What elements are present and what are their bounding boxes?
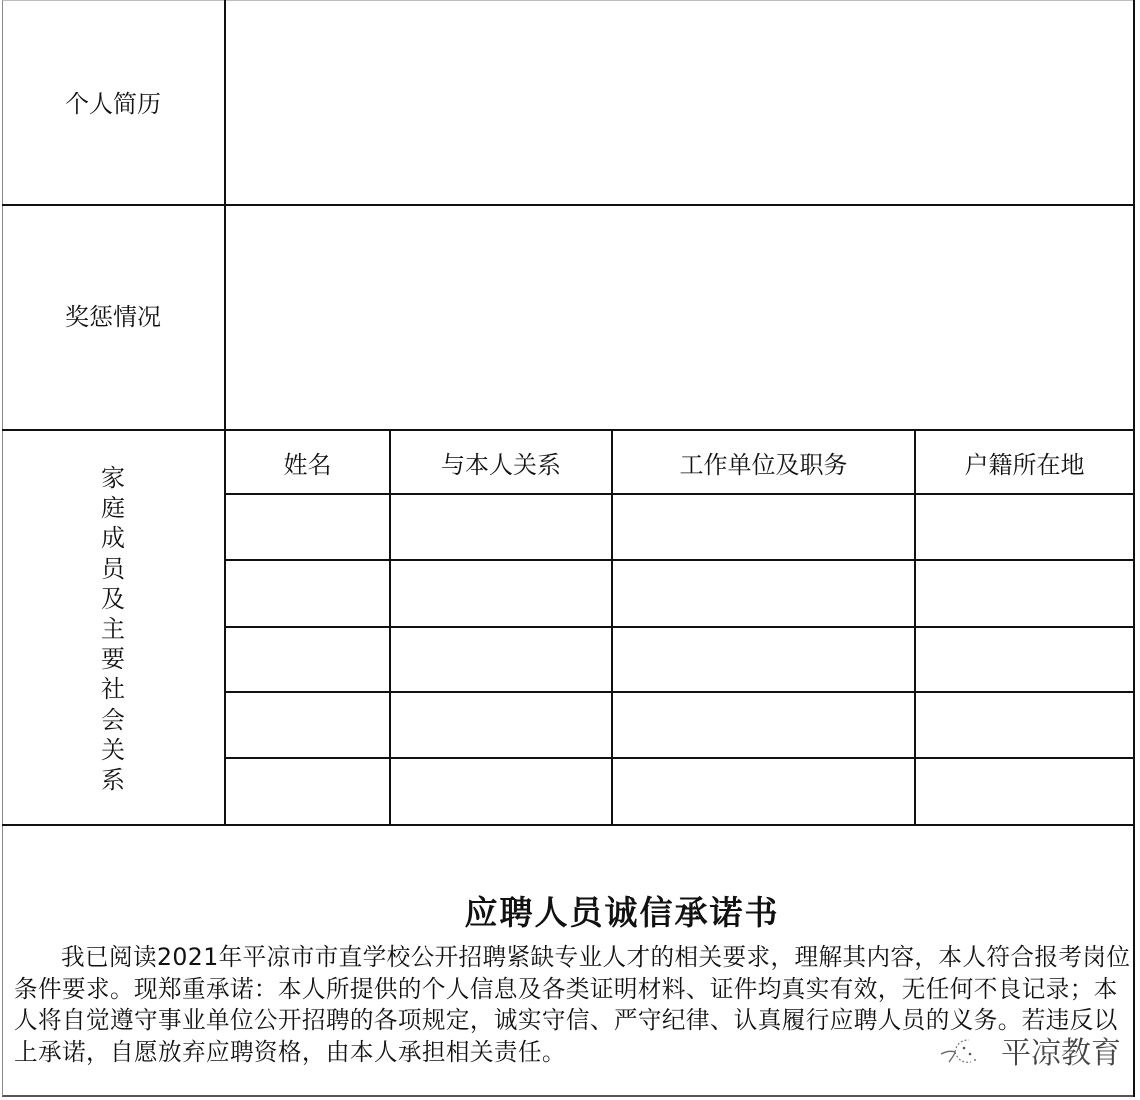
family-cell-household[interactable] <box>916 561 1133 626</box>
family-cell-name[interactable] <box>226 693 389 757</box>
family-relations-label: 家庭成员及主要社会关系 <box>101 464 125 795</box>
family-cell-employer[interactable] <box>613 561 914 626</box>
family-cell-household[interactable] <box>916 759 1133 824</box>
row-divider <box>2 824 1135 826</box>
family-cell-household[interactable] <box>916 693 1133 757</box>
column-header-name: 姓名 <box>283 450 332 479</box>
family-cell-name[interactable] <box>226 561 389 626</box>
resume-label: 个人简历 <box>65 90 161 118</box>
column-header-relationship: 与本人关系 <box>441 450 561 479</box>
watermark-text: 平凉教育 <box>1001 1036 1121 1071</box>
column-header-household-registration: 户籍所在地 <box>964 450 1085 479</box>
family-cell-name[interactable] <box>226 759 389 824</box>
family-cell-employer[interactable] <box>613 759 914 824</box>
watermark <box>935 1030 1121 1070</box>
family-cell-name[interactable] <box>226 495 389 559</box>
family-cell-name[interactable] <box>226 628 389 691</box>
family-cell-employer[interactable] <box>613 693 914 757</box>
pledge-body: 我已阅读2021年平凉市市直学校公开招聘紧缺专业人才的相关要求，理解其内容，本人符合报考岗位条件要求。现郑重承诺：本人所提供的个人信息及各类证明材料、证件均真实有效，无任何不良记录；本人将自觉遵守事业单位公开招聘的各项规定，诚实守信、严守纪律、认真履行应聘人员的义务。若违反以上承诺，自愿放弃应聘资格，由本人承担相关责任。 <box>14 943 1131 1066</box>
family-cell-household[interactable] <box>916 628 1133 691</box>
family-cell-relationship[interactable] <box>391 693 611 757</box>
family-cell-relationship[interactable] <box>391 495 611 559</box>
family-cell-household[interactable] <box>916 495 1133 559</box>
wechat-logo-icon <box>935 1032 987 1068</box>
awards-field[interactable] <box>226 206 1133 429</box>
family-cell-employer[interactable] <box>613 628 914 691</box>
awards-label: 奖惩情况 <box>65 303 161 331</box>
family-cell-relationship[interactable] <box>391 628 611 691</box>
family-cell-relationship[interactable] <box>391 759 611 824</box>
column-header-employer-position: 工作单位及职务 <box>679 450 848 479</box>
resume-field[interactable] <box>226 2 1133 204</box>
family-cell-relationship[interactable] <box>391 561 611 626</box>
pledge-title: 应聘人员诚信承诺书 <box>464 893 780 932</box>
family-cell-employer[interactable] <box>613 495 914 559</box>
